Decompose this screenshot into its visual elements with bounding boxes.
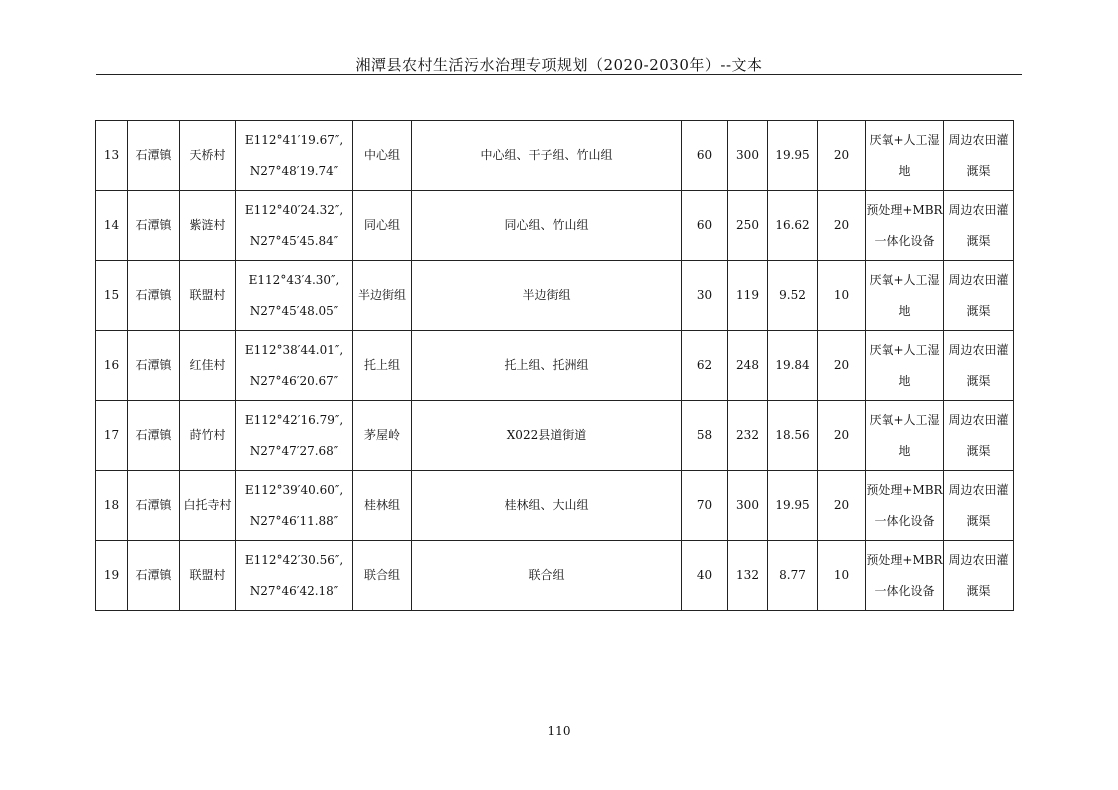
discharge-cell-line-1: 周边农田灌	[948, 552, 1009, 567]
row-number: 14	[96, 191, 128, 261]
discharge-cell-line-2: 溉渠	[966, 233, 991, 248]
process-cell-line-1: 预处理+MBR	[866, 552, 943, 567]
population-cell: 250	[728, 191, 768, 261]
process-cell-line-2: 一体化设备	[874, 513, 935, 528]
process-cell	[866, 121, 944, 191]
process-cell-line-2: 地	[898, 163, 911, 178]
village-cell: 紫涟村	[180, 191, 236, 261]
coverage-cell: 中心组、干子组、竹山组	[412, 121, 682, 191]
population-cell: 300	[728, 121, 768, 191]
households-cell: 58	[682, 401, 728, 471]
facility-table	[95, 120, 1014, 611]
town-cell: 石潭镇	[128, 191, 180, 261]
households-cell: 60	[682, 191, 728, 261]
town-cell: 石潭镇	[128, 261, 180, 331]
capacity-cell: 16.62	[768, 191, 818, 261]
population-cell: 248	[728, 331, 768, 401]
town-cell: 石潭镇	[128, 541, 180, 611]
village-cell: 莳竹村	[180, 401, 236, 471]
scale-cell: 20	[818, 401, 866, 471]
process-cell	[866, 401, 944, 471]
coverage-cell: X022县道街道	[412, 401, 682, 471]
population-cell: 119	[728, 261, 768, 331]
process-cell	[866, 261, 944, 331]
process-cell-line-1: 厌氧+人工湿	[869, 132, 940, 147]
table-row	[96, 541, 1014, 611]
discharge-cell-line-1: 周边农田灌	[948, 342, 1009, 357]
process-cell	[866, 191, 944, 261]
village-cell: 联盟村	[180, 261, 236, 331]
village-cell: 红佳村	[180, 331, 236, 401]
coordinates-cell-line-2: N27°46′20.67″	[249, 373, 339, 388]
discharge-cell	[944, 401, 1014, 471]
coordinates-cell-line-1: E112°41′19.67″,	[244, 132, 344, 147]
discharge-cell	[944, 121, 1014, 191]
discharge-cell	[944, 471, 1014, 541]
coordinates-cell	[236, 401, 353, 471]
process-cell-line-1: 厌氧+人工湿	[869, 272, 940, 287]
scale-cell: 20	[818, 121, 866, 191]
capacity-cell: 19.84	[768, 331, 818, 401]
discharge-cell-line-1: 周边农田灌	[948, 132, 1009, 147]
coordinates-cell-line-1: E112°40′24.32″,	[244, 202, 344, 217]
village-cell: 白托寺村	[180, 471, 236, 541]
process-cell-line-1: 厌氧+人工湿	[869, 342, 940, 357]
scale-cell: 20	[818, 331, 866, 401]
scale-cell: 10	[818, 541, 866, 611]
discharge-cell-line-2: 溉渠	[966, 373, 991, 388]
row-number: 17	[96, 401, 128, 471]
coordinates-cell	[236, 121, 353, 191]
town-cell: 石潭镇	[128, 331, 180, 401]
population-cell: 132	[728, 541, 768, 611]
coordinates-cell-line-1: E112°42′30.56″,	[244, 552, 344, 567]
population-cell: 300	[728, 471, 768, 541]
coordinates-cell-line-1: E112°42′16.79″,	[244, 412, 344, 427]
discharge-cell	[944, 331, 1014, 401]
process-cell-line-1: 预处理+MBR	[866, 202, 943, 217]
town-cell: 石潭镇	[128, 401, 180, 471]
group-cell: 茅屋岭	[353, 401, 412, 471]
capacity-cell: 19.95	[768, 121, 818, 191]
coordinates-cell	[236, 331, 353, 401]
coverage-cell: 桂林组、大山组	[412, 471, 682, 541]
village-cell: 天桥村	[180, 121, 236, 191]
discharge-cell	[944, 541, 1014, 611]
header-rule	[96, 74, 1022, 75]
capacity-cell: 9.52	[768, 261, 818, 331]
households-cell: 60	[682, 121, 728, 191]
coordinates-cell	[236, 541, 353, 611]
town-cell: 石潭镇	[128, 121, 180, 191]
capacity-cell: 8.77	[768, 541, 818, 611]
households-cell: 40	[682, 541, 728, 611]
discharge-cell-line-1: 周边农田灌	[948, 482, 1009, 497]
coordinates-cell-line-2: N27°47′27.68″	[249, 443, 339, 458]
coverage-cell: 托上组、托洲组	[412, 331, 682, 401]
coordinates-cell-line-1: E112°39′40.60″,	[244, 482, 344, 497]
coordinates-cell-line-1: E112°43′4.30″,	[248, 272, 340, 287]
table-row	[96, 191, 1014, 261]
scale-cell: 20	[818, 471, 866, 541]
discharge-cell	[944, 191, 1014, 261]
page-number: 110	[547, 724, 571, 738]
row-number: 16	[96, 331, 128, 401]
row-number: 13	[96, 121, 128, 191]
coverage-cell: 半边街组	[412, 261, 682, 331]
coverage-cell: 联合组	[412, 541, 682, 611]
coordinates-cell-line-2: N27°46′11.88″	[249, 513, 339, 528]
households-cell: 30	[682, 261, 728, 331]
capacity-cell: 18.56	[768, 401, 818, 471]
scale-cell: 20	[818, 191, 866, 261]
coordinates-cell	[236, 261, 353, 331]
population-cell: 232	[728, 401, 768, 471]
process-cell-line-2: 一体化设备	[874, 233, 935, 248]
group-cell: 桂林组	[353, 471, 412, 541]
group-cell: 托上组	[353, 331, 412, 401]
table-row	[96, 331, 1014, 401]
coordinates-cell-line-2: N27°45′45.84″	[249, 233, 339, 248]
discharge-cell-line-1: 周边农田灌	[948, 412, 1009, 427]
process-cell-line-2: 地	[898, 443, 911, 458]
process-cell-line-1: 预处理+MBR	[866, 482, 943, 497]
discharge-cell-line-2: 溉渠	[966, 513, 991, 528]
row-number: 15	[96, 261, 128, 331]
coordinates-cell	[236, 471, 353, 541]
discharge-cell-line-1: 周边农田灌	[948, 272, 1009, 287]
table-row	[96, 121, 1014, 191]
group-cell: 半边街组	[353, 261, 412, 331]
coverage-cell: 同心组、竹山组	[412, 191, 682, 261]
row-number: 19	[96, 541, 128, 611]
discharge-cell-line-1: 周边农田灌	[948, 202, 1009, 217]
process-cell	[866, 541, 944, 611]
process-cell-line-2: 地	[898, 373, 911, 388]
coordinates-cell-line-2: N27°48′19.74″	[249, 163, 339, 178]
table-row	[96, 471, 1014, 541]
document-header-title: 湘潭县农村生活污水治理专项规划（2020-2030年）--文本	[355, 56, 763, 74]
households-cell: 62	[682, 331, 728, 401]
coordinates-cell-line-1: E112°38′44.01″,	[244, 342, 344, 357]
discharge-cell-line-2: 溉渠	[966, 583, 991, 598]
town-cell: 石潭镇	[128, 471, 180, 541]
households-cell: 70	[682, 471, 728, 541]
process-cell	[866, 331, 944, 401]
village-cell: 联盟村	[180, 541, 236, 611]
scale-cell: 10	[818, 261, 866, 331]
group-cell: 联合组	[353, 541, 412, 611]
process-cell-line-1: 厌氧+人工湿	[869, 412, 940, 427]
coordinates-cell	[236, 191, 353, 261]
discharge-cell	[944, 261, 1014, 331]
table-body	[96, 121, 1014, 611]
row-number: 18	[96, 471, 128, 541]
process-cell	[866, 471, 944, 541]
process-cell-line-2: 地	[898, 303, 911, 318]
process-cell-line-2: 一体化设备	[874, 583, 935, 598]
coordinates-cell-line-2: N27°46′42.18″	[249, 583, 339, 598]
group-cell: 中心组	[353, 121, 412, 191]
table-row	[96, 261, 1014, 331]
table-row	[96, 401, 1014, 471]
capacity-cell: 19.95	[768, 471, 818, 541]
discharge-cell-line-2: 溉渠	[966, 303, 991, 318]
discharge-cell-line-2: 溉渠	[966, 443, 991, 458]
discharge-cell-line-2: 溉渠	[966, 163, 991, 178]
coordinates-cell-line-2: N27°45′48.05″	[249, 303, 339, 318]
group-cell: 同心组	[353, 191, 412, 261]
